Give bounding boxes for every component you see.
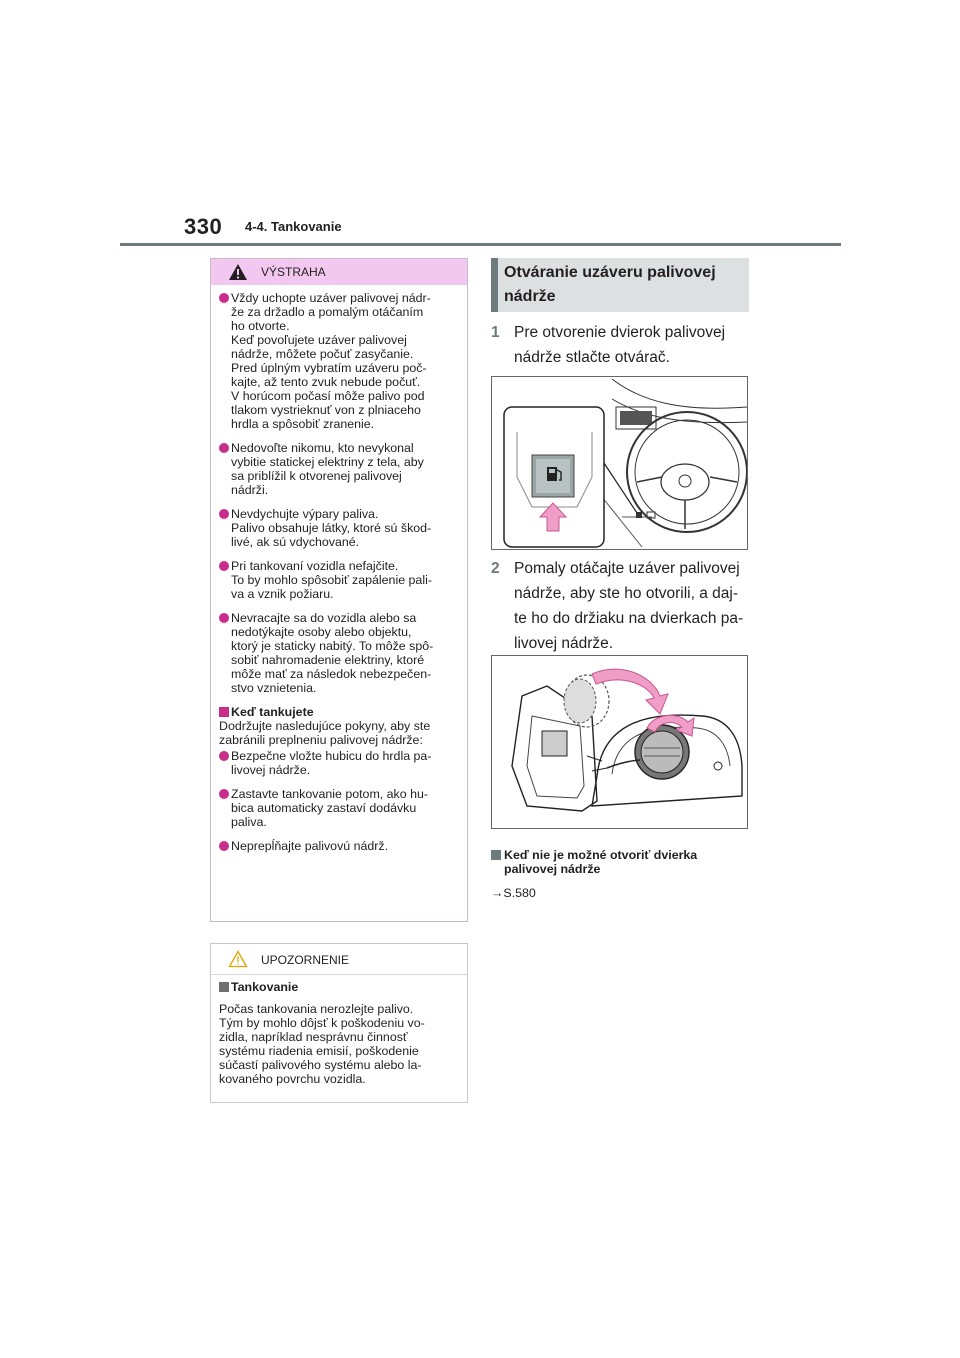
bullet-icon xyxy=(219,751,229,761)
text-line: nedotýkajte osoby alebo objektu, xyxy=(231,625,412,639)
warning-item xyxy=(219,291,462,431)
bullet-icon xyxy=(219,789,229,799)
text-line: Bezpečne vložte hubicu do hrdla pa- xyxy=(231,749,432,763)
text-line: zabránili preplneniu palivovej nádrže: xyxy=(219,733,423,747)
bullet-icon xyxy=(219,509,229,519)
text-line: sa priblížil k otvorenej palivovej xyxy=(231,469,402,483)
notice-body xyxy=(211,975,467,1086)
text-line: Pri tankovaní vozidla nefajčite. xyxy=(231,559,399,573)
text-line: systému riadenia emisií, poškodenie xyxy=(219,1044,419,1058)
text-line: tlakom vystrieknuť von z plniaceho xyxy=(231,403,421,417)
text-line: Tým by mohlo dôjsť k poškodeniu vo- xyxy=(219,1016,425,1030)
warning-body xyxy=(211,285,467,853)
warning-title: VÝSTRAHA xyxy=(261,265,326,279)
text-line: ho otvorte. xyxy=(231,319,290,333)
text-line: nádrže, môžete počuť zasyčanie. xyxy=(231,347,414,361)
text-line: sobiť nahromadenie elektriny, ktoré xyxy=(231,653,425,667)
square-bullet-icon xyxy=(219,982,229,992)
bullet-icon xyxy=(219,443,229,453)
bullet-icon xyxy=(219,613,229,623)
step-text: Pomaly otáčajte uzáver palivovej nádrže, aby ste ho otvorili, a daj- te ho do držiaku na dvierkach pa- livovej nádrže. xyxy=(514,560,744,652)
figure-fuel-cap xyxy=(491,655,748,829)
text-line: Palivo obsahuje látky, ktoré sú škod- xyxy=(231,521,432,535)
text-line: livovej nádrže. xyxy=(231,763,311,777)
text-line: To by mohlo spôsobiť zapálenie pali- xyxy=(231,573,432,587)
text-line: kajte, až tento zvuk nebude počuť. xyxy=(231,375,421,389)
text-line: Nedovoľte nikomu, kto nevykonal xyxy=(231,441,414,455)
text-line: nádrži. xyxy=(231,483,269,497)
text-line: Keď povoľujete uzáver palivovej xyxy=(231,333,407,347)
warning-sub-item xyxy=(219,787,462,829)
text-line: paliva. xyxy=(231,815,267,829)
warning-item xyxy=(219,507,462,549)
step-number: 2 xyxy=(491,560,500,577)
text-line: V horúcom počasí môže palivo pod xyxy=(231,389,425,403)
text-line: vybitie statickej elektriny z tela, aby xyxy=(231,455,424,469)
text-line: ktorý je staticky nabitý. To môže spô- xyxy=(231,639,434,653)
text-line: Neprepĺňajte palivovú nádrž. xyxy=(231,839,389,853)
text-line: Nevdychujte výpary paliva. xyxy=(231,507,379,521)
step-number: 1 xyxy=(491,324,500,341)
text-line: môže mať za následok nebezpečen- xyxy=(231,667,432,681)
sub-heading: Keď nie je možné otvoriť dvierka palivovej nádrže xyxy=(491,848,697,876)
text-line: stvo vznietenia. xyxy=(231,681,317,695)
text-line: va a vznik požiaru. xyxy=(231,587,334,601)
text-line: Počas tankovania nerozlejte palivo. xyxy=(219,1002,414,1016)
text-line: kovaného povrchu vozidla. xyxy=(219,1072,366,1086)
text-line: zidla, napríklad nesprávnu činnosť xyxy=(219,1030,408,1044)
step-text: Pre otvorenie dvierok palivovej nádrže stlačte otvárač. xyxy=(514,324,726,366)
topic-header xyxy=(491,258,749,312)
text-line: súčastí palivového systému alebo la- xyxy=(219,1058,422,1072)
subsection-title: Tankovanie xyxy=(231,980,299,994)
square-bullet-icon xyxy=(491,850,501,860)
warning-item xyxy=(219,441,462,497)
square-bullet-icon xyxy=(219,707,229,717)
bullet-icon xyxy=(219,841,229,851)
page-number: 330 xyxy=(184,214,223,239)
bullet-icon xyxy=(219,561,229,571)
figure-fuel-door-opener xyxy=(491,376,748,550)
fuel-cap-illustration xyxy=(492,656,747,828)
warning-sub-item xyxy=(219,749,462,777)
warning-item xyxy=(219,559,462,601)
topic-header-bar xyxy=(491,258,498,312)
notice-header xyxy=(211,944,467,975)
text-line: Nevracajte sa do vozidla alebo sa xyxy=(231,611,417,625)
text-line: Dodržujte nasledujúce pokyny, aby ste xyxy=(219,719,431,733)
warning-triangle-icon xyxy=(228,263,248,281)
open-arrow-icon xyxy=(592,669,668,714)
bullet-icon xyxy=(219,293,229,303)
warning-item xyxy=(219,611,462,695)
text-line: Vždy uchopte uzáver palivovej nádr- xyxy=(231,291,431,305)
text-line: bica automaticky zastaví dodávku xyxy=(231,801,417,815)
caution-triangle-icon xyxy=(228,950,248,968)
text-line: Zastavte tankovanie potom, ako hu- xyxy=(231,787,428,801)
section-title: 4-4. Tankovanie xyxy=(245,219,342,234)
fuel-door-opener-illustration xyxy=(492,377,747,549)
text-line: že za držadlo a pomalým otáčaním xyxy=(231,305,424,319)
warning-box xyxy=(210,258,468,922)
notice-title: UPOZORNENIE xyxy=(261,953,350,967)
header-rule xyxy=(120,243,841,246)
text-line: Pred úplným vybratím uzáveru poč- xyxy=(231,361,427,375)
text-line: hrdla a spôsobiť zranenie. xyxy=(231,417,375,431)
text-line: livé, ak sú vdychované. xyxy=(231,535,360,549)
warning-header xyxy=(211,259,467,285)
page-reference-link[interactable]: →S.580 xyxy=(491,886,536,900)
subsection-title: Keď tankujete xyxy=(231,705,314,719)
warning-sub-item xyxy=(219,839,462,853)
notice-box xyxy=(210,943,468,1103)
warning-subsection xyxy=(219,705,462,747)
topic-title: Otváranie uzáveru palivovej nádrže xyxy=(504,264,716,305)
